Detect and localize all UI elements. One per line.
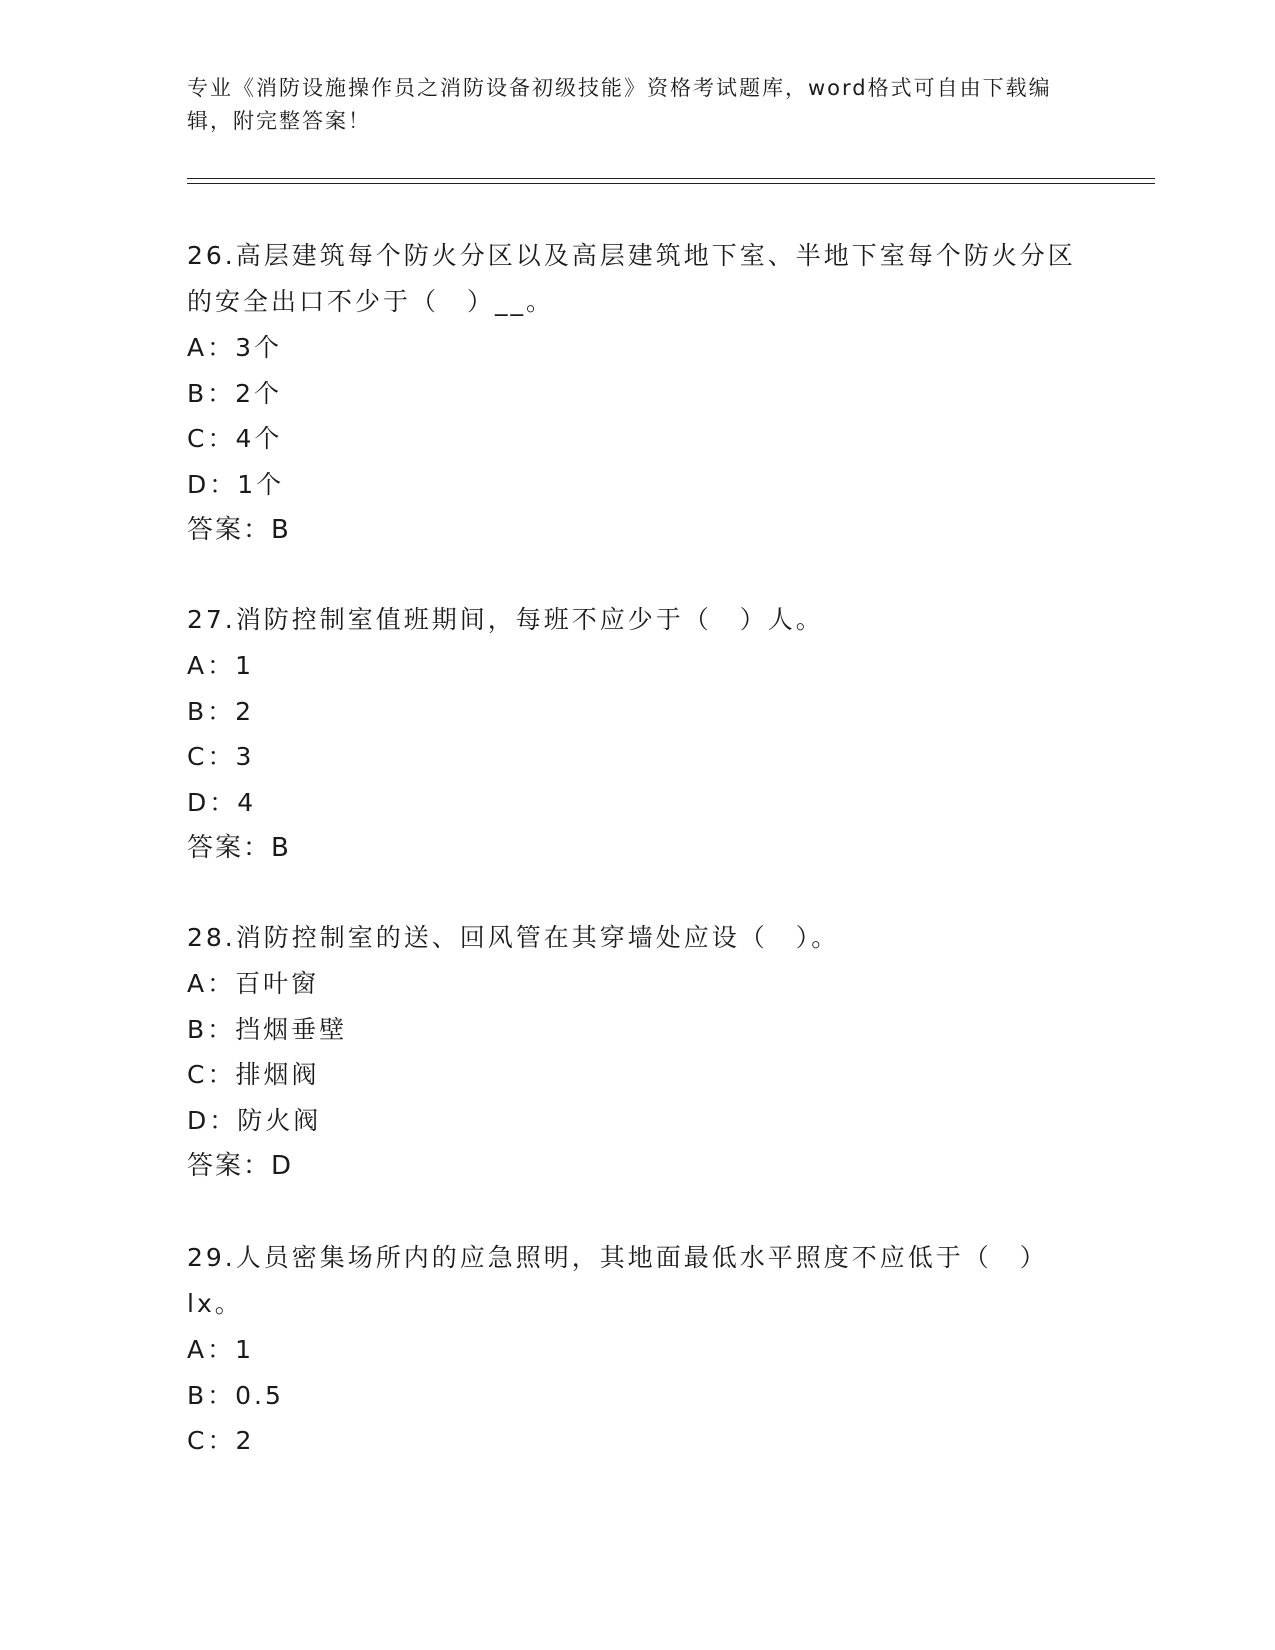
option-text: 1个 [237, 469, 285, 499]
option-text: 挡烟垂壁 [235, 1014, 348, 1044]
option-label: C： [187, 1060, 236, 1089]
option-label: A： [187, 1335, 236, 1364]
option-label: A： [187, 333, 236, 362]
option-label: B： [187, 696, 236, 726]
option-label: B： [187, 378, 236, 408]
option-d [187, 462, 1087, 508]
option-text: 4 [237, 787, 257, 817]
question-stem: 27.消防控制室值班期间，每班不应少于（ ）人。 [187, 605, 824, 634]
option-label: D： [187, 469, 238, 499]
option-label: C： [187, 742, 236, 771]
option-a [187, 325, 1087, 371]
option-c [187, 1052, 1087, 1098]
header-divider-top [187, 178, 1155, 179]
option-label: C： [187, 424, 236, 453]
option-text: 1 [235, 1335, 255, 1364]
option-a [187, 1327, 1087, 1373]
option-text: 0.5 [235, 1380, 284, 1410]
question-26 [187, 233, 1087, 553]
option-c [187, 734, 1087, 780]
option-label: A： [187, 651, 236, 680]
option-text: 3个 [235, 333, 283, 362]
option-label: D： [187, 1105, 238, 1135]
option-d [187, 1098, 1087, 1144]
option-b [187, 1007, 1087, 1053]
option-c [187, 416, 1087, 462]
option-text: 1 [235, 651, 255, 680]
option-label: B： [187, 1380, 236, 1410]
option-c [187, 1418, 1087, 1464]
option-label: C： [187, 1426, 236, 1455]
option-b [187, 689, 1087, 735]
question-stem: 26.高层建筑每个防火分区以及高层建筑地下室、半地下室每个防火分区的安全出口不少于（ ）__。 [187, 241, 1076, 316]
question-stem: 29.人员密集场所内的应急照明，其地面最低水平照度不应低于（ ）lx。 [187, 1243, 1048, 1318]
option-label: A： [187, 969, 236, 998]
option-text: 4个 [235, 424, 283, 453]
question-29 [187, 1235, 1087, 1464]
option-b [187, 1373, 1087, 1419]
option-text: 排烟阀 [235, 1060, 320, 1089]
option-b [187, 371, 1087, 417]
answer-line: 答案：B [187, 515, 291, 545]
answer-line: 答案：D [187, 1151, 294, 1181]
option-d [187, 780, 1087, 826]
answer-line: 答案：B [187, 833, 291, 863]
option-label: B： [187, 1014, 236, 1044]
document-header: 专业《消防设施操作员之消防设备初级技能》资格考试题库，word格式可自由下载编辑，附完整答案！ [187, 76, 1052, 133]
option-text: 百叶窗 [235, 969, 320, 998]
option-a [187, 961, 1087, 1007]
option-text: 防火阀 [237, 1105, 322, 1135]
question-28 [187, 915, 1087, 1189]
option-text: 2 [235, 1426, 255, 1455]
option-text: 2 [235, 696, 255, 726]
question-stem: 28.消防控制室的送、回风管在其穿墙处应设（ ）。 [187, 923, 840, 952]
option-text: 3 [235, 742, 255, 771]
question-27 [187, 597, 1087, 871]
option-a [187, 643, 1087, 689]
header-divider-bottom [187, 183, 1155, 184]
option-text: 2个 [235, 378, 283, 408]
option-label: D： [187, 787, 238, 817]
